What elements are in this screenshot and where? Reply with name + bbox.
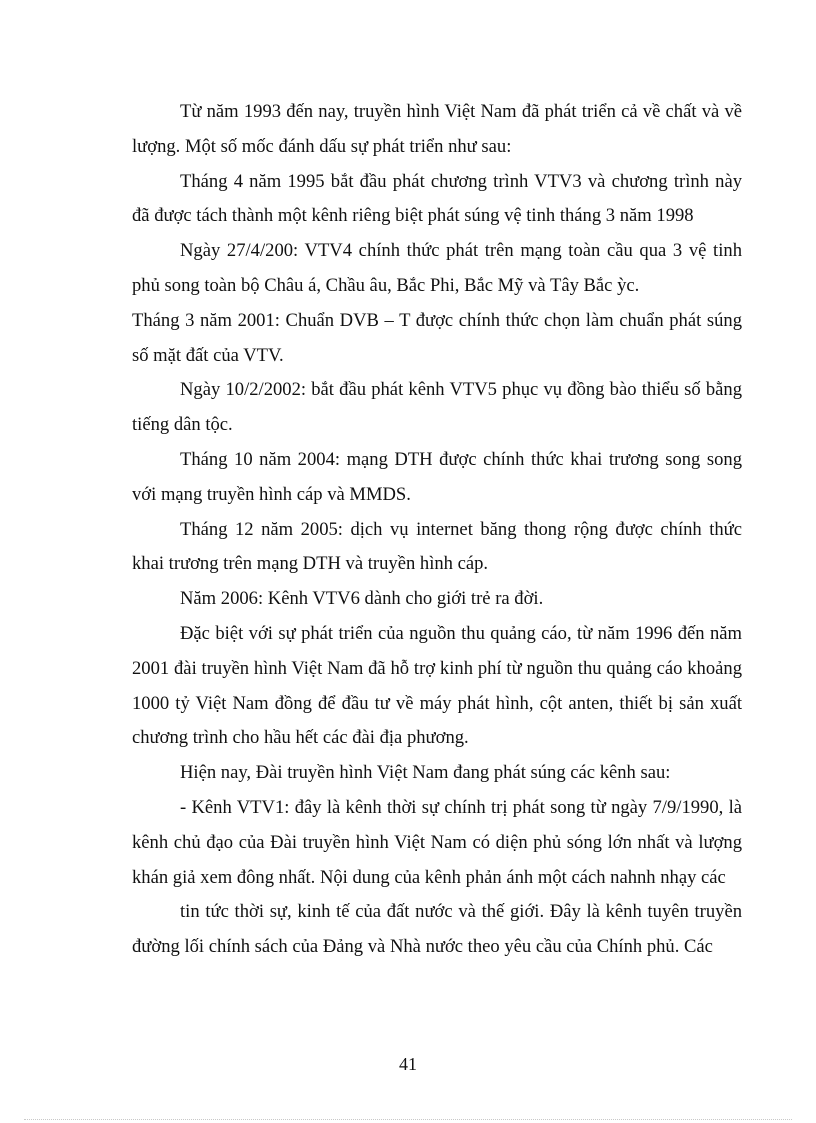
paragraph-vtv1-continued: tin tức thời sự, kinh tế của đất nước và thế giới. Đây là kênh tuyên truyền đường lối chính sách của Đảng và Nhà nước theo yêu cầu của Chính phủ. Các — [132, 901, 742, 958]
paragraph-advertising: Đặc biệt với sự phát triển của nguồn thu quảng cáo, từ năm 1996 đến năm 2001 đài truyền hình Việt Nam đã hỗ trợ kinh phí từ nguồn thu quảng cáo khoảng 1000 tỷ Việt Nam đồng để đầu tư về máy phát hình, cột anten, thiết bị sản xuất chương trình cho hầu hết các đài địa phương. — [132, 622, 742, 749]
paragraph-vtv5: Ngày 10/2/2002: bắt đầu phát kênh VTV5 phục vụ đồng bào thiểu số bằng tiếng dân tộc. — [132, 379, 742, 436]
page-bottom-divider — [24, 1119, 792, 1120]
paragraph-internet: Tháng 12 năm 2005: dịch vụ internet băng thong rộng được chính thức khai trương trên mạng DTH và truyền hình cáp. — [132, 518, 742, 575]
paragraph-vtv3: Tháng 4 năm 1995 bắt đầu phát chương trình VTV3 và chương trình này đã được tách thành một kênh riêng biệt phát súng vệ tinh tháng 3 năm 1998 — [132, 170, 742, 227]
paragraph-channels-intro: Hiện nay, Đài truyền hình Việt Nam đang phát súng các kênh sau: — [180, 762, 671, 784]
paragraph-intro: Từ năm 1993 đến nay, truyền hình Việt Nam đã phát triển cả về chất và về lượng. Một số mốc đánh dấu sự phát triển như sau: — [132, 101, 742, 157]
page-number: 41 — [399, 1054, 417, 1074]
paragraph-vtv1: - Kênh VTV1: đây là kênh thời sự chính trị phát song từ ngày 7/9/1990, là kênh chủ đạo của Đài truyền hình Việt Nam có diện phủ sóng lớn nhất và lượng khán giả xem đông nhất. Nội dung của kênh phản ánh một cách nahnh nhạy các — [132, 796, 742, 888]
paragraph-dvb-t: Tháng 3 năm 2001: Chuẩn DVB – T được chính thức chọn làm chuẩn phát súng số mặt đất của VTV. — [132, 309, 742, 366]
document-body — [132, 95, 742, 965]
paragraph-dth: Tháng 10 năm 2004: mạng DTH được chính thức khai trương song song với mạng truyền hình cáp và MMDS. — [132, 448, 742, 505]
paragraph-vtv6: Năm 2006: Kênh VTV6 dành cho giới trẻ ra đời. — [180, 588, 544, 610]
paragraph-vtv4: Ngày 27/4/200: VTV4 chính thức phát trên mạng toàn cầu qua 3 vệ tinh phủ song toàn bộ Châu á, Chầu âu, Bắc Phi, Bắc Mỹ và Tây Bắc ỳc. — [132, 240, 742, 296]
